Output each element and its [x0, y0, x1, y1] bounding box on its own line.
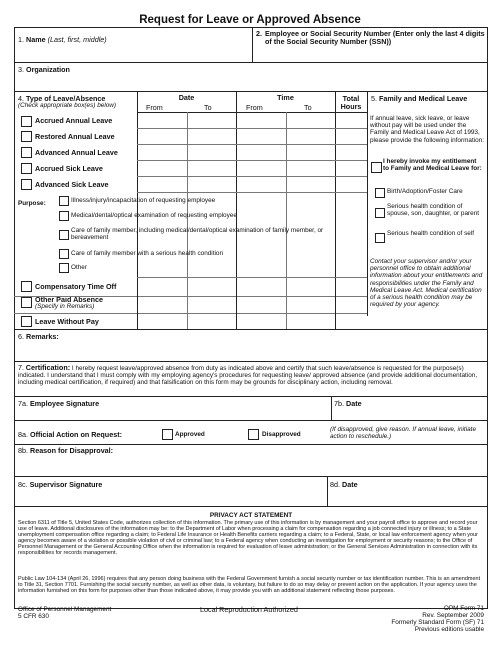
- footer-reproduction: Local Reproduction Authorized: [200, 605, 298, 614]
- organization-input[interactable]: [18, 75, 484, 89]
- purpose-label: Purpose:: [18, 200, 46, 207]
- advanced-annual-leave-checkbox[interactable]: [21, 147, 32, 158]
- certification-block: 7. Certification: I hereby request leave/approved absence from duty as indicated above and certify that such leave/absence is requested for the purpose(s) indicated. I understand that I must comply with my employing agency's procedures for requesting leave/ approved absence (and provide additional documentation, including medical certification, if required) and that falsification on this form may be grounds for disciplinary action, including removal.: [18, 363, 478, 387]
- accrued-annual-leave-label: Accrued Annual Leave: [35, 116, 113, 125]
- remarks-label: 6. Remarks:: [18, 332, 59, 341]
- leave-without-pay-label: Leave Without Pay: [35, 317, 99, 326]
- footer-agency: Office of Personnel Management: [18, 606, 112, 613]
- disapproval-reason-input[interactable]: [18, 456, 484, 474]
- other-paid-absence-hint: (Specify in Remarks): [35, 303, 95, 310]
- approved-checkbox[interactable]: [162, 429, 173, 440]
- fmla-invoke-checkbox[interactable]: [371, 162, 382, 173]
- purpose-other-checkbox[interactable]: [59, 263, 69, 273]
- date-from-header: From: [146, 103, 163, 112]
- footer-editions: Previous editions usable: [414, 626, 484, 633]
- footer-revision: Rev. September 2009: [422, 612, 484, 619]
- advanced-sick-leave-checkbox[interactable]: [21, 179, 32, 190]
- purpose-exam-label: Medical/dental/optical examination of requesting employee: [71, 212, 237, 219]
- fmla-birth-adoption-label: Birth/Adoption/Foster Care: [387, 188, 463, 195]
- fmla-family-condition-checkbox[interactable]: [375, 208, 385, 218]
- remarks-input[interactable]: [18, 342, 484, 360]
- purpose-other-label: Other: [71, 264, 87, 271]
- purpose-illness-label: Illness/injury/incapacitation of requesting employee: [71, 197, 216, 204]
- leave-type-label: 4. Type of Leave/Absence: [18, 94, 106, 103]
- time-from-header: From: [246, 103, 263, 112]
- form-title: Request for Leave or Approved Absence: [139, 14, 361, 26]
- disapproved-label: Disapproved: [262, 431, 301, 438]
- employee-signature-label: 7a. Employee Signature: [18, 399, 100, 408]
- supervisor-signature-label: 8c. Supervisor Signature: [18, 480, 103, 489]
- disapproval-reason-label: 8b. Reason for Disapproval:: [18, 446, 114, 455]
- footer-form-number: OPM Form 71: [443, 605, 484, 612]
- footer-former-form: Formerly Standard Form (SF) 71: [391, 619, 484, 626]
- fmla-self-condition-checkbox[interactable]: [375, 233, 385, 243]
- date-to-header: To: [204, 103, 212, 112]
- time-col-header: Time: [277, 93, 294, 102]
- total-col-header: Total: [342, 94, 360, 103]
- fmla-invoke-text: I hereby invoke my entitlement to Family and Medical Leave for:: [383, 158, 482, 173]
- privacy-title: PRIVACY ACT STATEMENT: [209, 512, 293, 519]
- fmla-self-condition-label: Serious health condition of self: [387, 230, 475, 237]
- fmla-birth-adoption-checkbox[interactable]: [375, 188, 385, 198]
- advanced-sick-leave-label: Advanced Sick Leave: [35, 180, 109, 189]
- organization-label: 3. Organization: [18, 65, 70, 74]
- accrued-sick-leave-checkbox[interactable]: [21, 163, 32, 174]
- fmla-contact-text: Contact your supervisor and/or your personnel office to obtain additional information about your entitlements and responsibilities under the Family and Medical Leave Act. Medical certification of a serious health condition may be required by your agency.: [370, 258, 483, 309]
- privacy-paragraph-2: Public Law 104-134 (April 26, 1996) requires that any person doing business with the Federal Government furnish a social security number or tax identification number. This is an amendment to Title 31, Section 7701. Furnishing the social security number, as well as other data, is voluntary, but failure to do so may delay or prevent action on the application. If your agency uses the information furnished on this form for purposes other than those indicated above, it may provide you with an additional statement reflecting those purposes.: [18, 576, 481, 595]
- fmla-label: 5. Family and Medical Leave: [371, 94, 468, 103]
- disapproved-checkbox[interactable]: [248, 429, 259, 440]
- restored-annual-leave-checkbox[interactable]: [21, 131, 32, 142]
- leave-type-hint: (Check appropriate box(es) below): [18, 102, 117, 109]
- ssn-input[interactable]: [256, 50, 484, 60]
- leave-without-pay-checkbox[interactable]: [21, 316, 32, 327]
- purpose-serious-condition-checkbox[interactable]: [59, 249, 69, 259]
- time-to-header: To: [304, 103, 312, 112]
- hours-col-header: Hours: [340, 102, 362, 111]
- ssn-field-number: 2.: [256, 29, 262, 38]
- compensatory-time-label: Compensatory Time Off: [35, 282, 117, 291]
- date-col-header: Date: [178, 93, 195, 102]
- supervisor-date-label: 8d. Date: [330, 480, 358, 489]
- accrued-annual-leave-checkbox[interactable]: [21, 116, 32, 127]
- footer-cfr: 5 CFR 630: [18, 613, 49, 620]
- other-paid-absence-label: Other Paid Absence: [35, 295, 104, 304]
- approved-label: Approved: [175, 431, 205, 438]
- privacy-paragraph-1: Section 6311 of Title 5, United States Code, authorizes collection of this information. The primary use of this information is by management and your payroll office to approve and record your use of leave. Additional disclosures of the information may be: to the Department of Labor when processing a claim for compensation regarding a job connected injury or illness; to a State unemployment compensation office regarding a claim; to Federal Life Insurance or Health Benefits carriers regarding a claim; to a Federal, State, or local law enforcement agency when your agency becomes aware of a violation or possible violation of civil or criminal law; to a Federal agency when conducting an investigation for employment or security reasons; to the Office of Personnel Management or the General Accounting Office when the information is required for evaluation of leave administration; or the General Services Administration in connection with its responsibilities for records management.: [18, 520, 478, 557]
- name-field-label: 1. Name (Last, first, middle): [18, 35, 107, 44]
- purpose-illness-checkbox[interactable]: [59, 196, 69, 206]
- fmla-intro-text: If annual leave, sick leave, or leave without pay will be used under the Family and Medical Leave Act of 1993, please provide the following information:: [370, 115, 485, 144]
- purpose-serious-condition-label: Care of family member with a serious health condition: [71, 250, 224, 257]
- employee-date-label: 7b. Date: [334, 399, 362, 408]
- accrued-sick-leave-label: Accrued Sick Leave: [35, 164, 103, 173]
- purpose-exam-checkbox[interactable]: [59, 211, 69, 221]
- fmla-family-condition-label: Serious health condition of spouse, son, daughter, or parent: [387, 203, 480, 218]
- restored-annual-leave-label: Restored Annual Leave: [35, 132, 115, 141]
- other-paid-absence-checkbox[interactable]: [21, 297, 32, 308]
- name-input[interactable]: [18, 45, 250, 60]
- purpose-family-care-label: Care of family member, including medical/dental/optical examination of family member, or bereavement: [71, 227, 324, 242]
- compensatory-time-checkbox[interactable]: [21, 281, 32, 292]
- disapproval-note: (If disapproved, give reason. If annual leave, initiate action to reschedule.): [330, 426, 477, 441]
- ssn-field-label: Employee or Social Security Number (Enter only the last 4 digits of the Social Security Number (SSN)): [265, 29, 485, 47]
- official-action-label: 8a. Official Action on Request:: [18, 430, 122, 439]
- advanced-annual-leave-label: Advanced Annual Leave: [35, 148, 118, 157]
- purpose-family-care-checkbox[interactable]: [59, 230, 69, 240]
